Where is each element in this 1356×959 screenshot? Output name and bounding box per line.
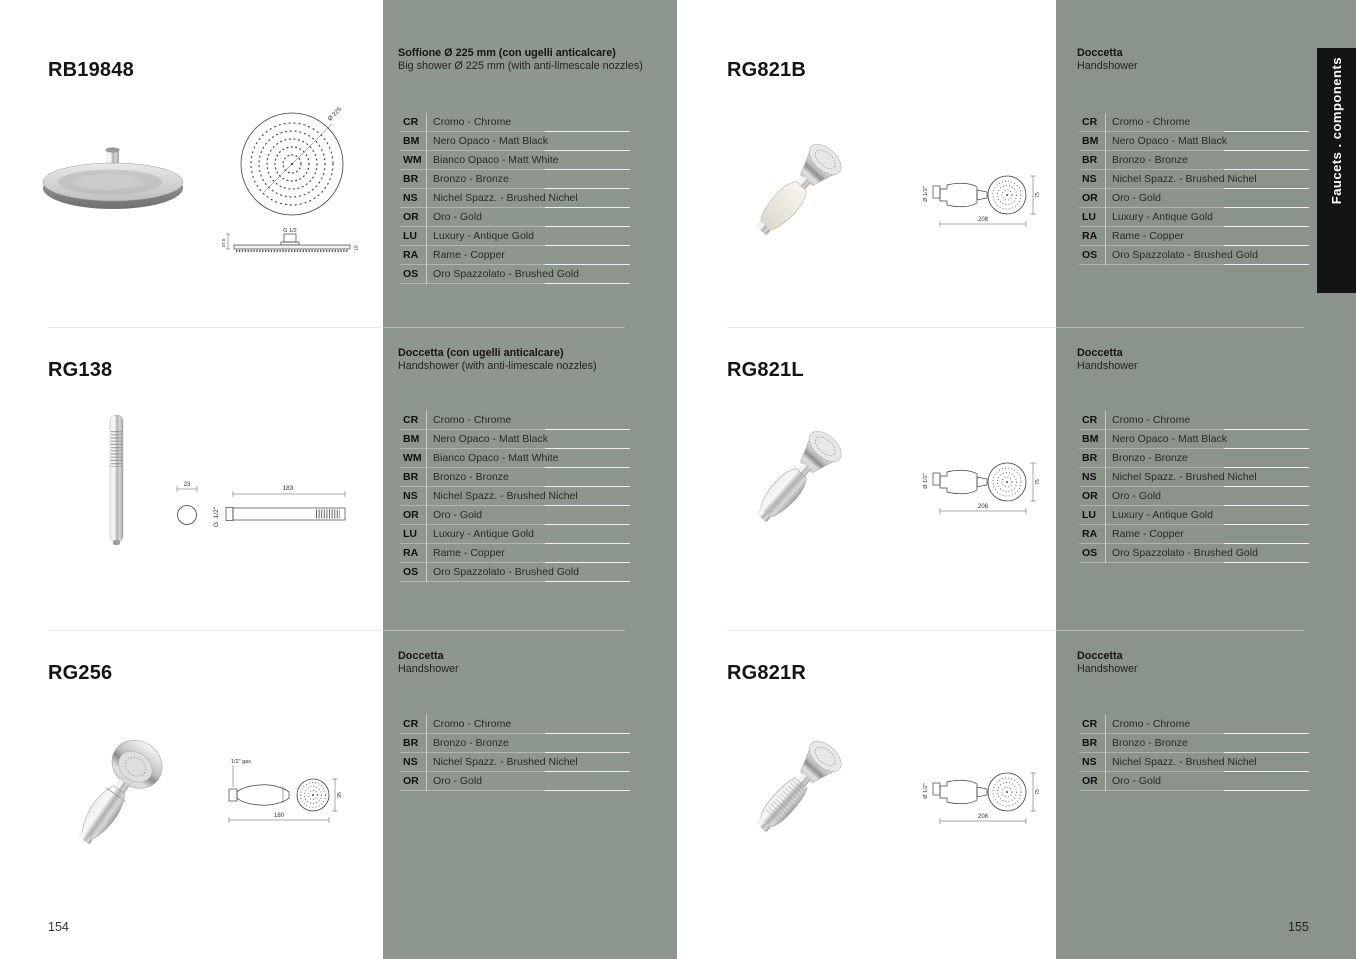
page-number-right: 155 xyxy=(1288,920,1309,934)
product-section-rb19848 xyxy=(0,0,677,327)
finish-row xyxy=(1079,151,1309,170)
finish-row xyxy=(400,227,630,246)
finish-label: Bronzo - Bronze xyxy=(1112,452,1188,464)
finish-row xyxy=(400,151,630,170)
finish-row xyxy=(400,544,630,563)
finish-row xyxy=(400,563,630,582)
finish-row xyxy=(400,208,630,227)
finish-row xyxy=(1079,772,1309,791)
finish-label: Bianco Opaco - Matt White xyxy=(433,154,559,166)
finish-label: Cromo - Chrome xyxy=(1112,414,1191,426)
finish-label: Nero Opaco - Matt Black xyxy=(1112,135,1227,147)
finish-label: Cromo - Chrome xyxy=(433,414,512,426)
finish-label: Oro - Gold xyxy=(1112,192,1162,204)
description-italian: Doccetta xyxy=(1077,47,1123,59)
finish-code: OR xyxy=(403,775,419,787)
description-english: Handshower xyxy=(1077,60,1138,72)
product-photo-rg256 xyxy=(52,728,182,863)
finish-label: Nichel Spazz. - Brushed Nichel xyxy=(433,192,578,204)
product-section-rg138 xyxy=(0,327,677,630)
svg-text:Ø 1/2": Ø 1/2" xyxy=(923,473,929,489)
finish-code: OS xyxy=(1082,249,1098,261)
product-section-rg821b xyxy=(679,0,1356,327)
finish-code: CR xyxy=(403,414,419,426)
finish-label: Rame - Copper xyxy=(1112,528,1184,540)
finish-row xyxy=(1079,208,1309,227)
finish-row xyxy=(400,170,630,189)
page-number-left: 154 xyxy=(48,920,69,934)
finish-row xyxy=(1079,170,1309,189)
svg-text:10: 10 xyxy=(354,245,359,251)
technical-drawing-rg821b xyxy=(919,148,1054,241)
finish-label: Bronzo - Bronze xyxy=(433,173,509,185)
svg-text:Ø 225: Ø 225 xyxy=(327,106,343,123)
finish-code: LU xyxy=(403,528,417,540)
finish-code: BM xyxy=(403,135,420,147)
svg-text:208: 208 xyxy=(977,217,989,223)
finish-label: Cromo - Chrome xyxy=(1112,718,1191,730)
technical-drawing-rg138 xyxy=(168,477,368,552)
finish-label: Bronzo - Bronze xyxy=(1112,737,1188,749)
description-english: Big shower Ø 225 mm (with anti-limescale nozzles) xyxy=(398,60,643,72)
finish-table xyxy=(400,715,630,791)
finish-code: BM xyxy=(403,433,420,445)
finish-label: Oro - Gold xyxy=(433,211,483,223)
technical-drawing-rg256 xyxy=(223,748,368,833)
finish-code: LU xyxy=(1082,509,1096,521)
finish-label: Rame - Copper xyxy=(433,249,505,261)
product-description xyxy=(398,650,648,676)
finish-code: RA xyxy=(403,547,419,559)
finish-code: WM xyxy=(403,452,422,464)
finish-code: RA xyxy=(403,249,419,261)
finish-label: Oro - Gold xyxy=(1112,490,1162,502)
description-italian: Doccetta (con ugelli anticalcare) xyxy=(398,347,564,359)
finish-label: Luxury - Antique Gold xyxy=(1112,509,1213,521)
finish-code: BR xyxy=(403,737,419,749)
finish-label: Oro Spazzolato - Brushed Gold xyxy=(433,268,579,280)
product-code: RB19848 xyxy=(48,58,134,81)
svg-text:1/2" gas: 1/2" gas xyxy=(231,759,251,765)
description-italian: Soffione Ø 225 mm (con ugelli anticalcare) xyxy=(398,47,616,59)
finish-label: Oro - Gold xyxy=(433,775,483,787)
finish-label: Rame - Copper xyxy=(433,547,505,559)
finish-label: Bianco Opaco - Matt White xyxy=(433,452,559,464)
svg-text:183: 183 xyxy=(282,485,294,492)
finish-row xyxy=(1079,449,1309,468)
finish-code: NS xyxy=(1082,756,1097,768)
finish-row xyxy=(400,189,630,208)
finish-label: Oro - Gold xyxy=(433,509,483,521)
finish-row xyxy=(400,525,630,544)
product-description xyxy=(398,347,648,373)
finish-row xyxy=(1079,525,1309,544)
product-code: RG138 xyxy=(48,358,113,381)
finish-row xyxy=(400,734,630,753)
finish-label: Cromo - Chrome xyxy=(1112,116,1191,128)
finish-label: Bronzo - Bronze xyxy=(1112,154,1188,166)
product-section-rg256 xyxy=(0,630,677,959)
svg-text:23: 23 xyxy=(183,482,191,488)
description-english: Handshower xyxy=(398,663,459,675)
product-description xyxy=(1077,650,1327,676)
finish-code: BR xyxy=(1082,154,1098,166)
svg-text:95: 95 xyxy=(337,792,343,798)
description-italian: Doccetta xyxy=(1077,650,1123,662)
finish-code: OR xyxy=(1082,192,1098,204)
product-description xyxy=(1077,47,1327,73)
product-code: RG256 xyxy=(48,661,113,684)
product-description xyxy=(398,47,648,73)
product-section-rg821r xyxy=(679,630,1356,959)
finish-code: NS xyxy=(1082,173,1097,185)
finish-row xyxy=(1079,246,1309,265)
technical-drawing-rb19848 xyxy=(220,102,372,265)
finish-code: LU xyxy=(403,230,417,242)
finish-row xyxy=(400,772,630,791)
svg-text:75: 75 xyxy=(1035,192,1041,198)
finish-code: BM xyxy=(1082,135,1099,147)
finish-label: Nero Opaco - Matt Black xyxy=(1112,433,1227,445)
finish-label: Nichel Spazz. - Brushed Nichel xyxy=(433,490,578,502)
finish-label: Rame - Copper xyxy=(1112,230,1184,242)
svg-text:75: 75 xyxy=(1035,479,1041,485)
finish-label: Bronzo - Bronze xyxy=(433,471,509,483)
svg-text:208: 208 xyxy=(977,814,989,820)
finish-label: Oro Spazzolato - Brushed Gold xyxy=(433,566,579,578)
finish-row xyxy=(400,468,630,487)
finish-row xyxy=(1079,113,1309,132)
product-photo-rg821r xyxy=(735,725,855,850)
finish-label: Nichel Spazz. - Brushed Nichel xyxy=(433,756,578,768)
svg-text:47.5: 47.5 xyxy=(221,238,226,248)
finish-row xyxy=(1079,506,1309,525)
finish-table xyxy=(400,411,630,582)
finish-label: Nichel Spazz. - Brushed Nichel xyxy=(1112,756,1257,768)
finish-row xyxy=(400,113,630,132)
finish-code: BM xyxy=(1082,433,1099,445)
finish-label: Nichel Spazz. - Brushed Nichel xyxy=(1112,173,1257,185)
finish-code: OS xyxy=(403,268,419,280)
product-code: RG821L xyxy=(727,358,804,381)
finish-code: OR xyxy=(1082,490,1098,502)
finish-label: Oro - Gold xyxy=(1112,775,1162,787)
finish-label: Nero Opaco - Matt Black xyxy=(433,433,548,445)
finish-row xyxy=(1079,411,1309,430)
finish-label: Luxury - Antique Gold xyxy=(1112,211,1213,223)
finish-label: Oro Spazzolato - Brushed Gold xyxy=(1112,249,1258,261)
finish-label: Luxury - Antique Gold xyxy=(433,528,534,540)
finish-label: Nero Opaco - Matt Black xyxy=(433,135,548,147)
finish-row xyxy=(400,487,630,506)
finish-table xyxy=(400,113,630,284)
finish-label: Oro Spazzolato - Brushed Gold xyxy=(1112,547,1258,559)
product-photo-rg138 xyxy=(102,413,132,553)
svg-text:208: 208 xyxy=(977,504,989,510)
svg-text:180: 180 xyxy=(273,813,285,819)
finish-row xyxy=(1079,468,1309,487)
finish-code: OS xyxy=(1082,547,1098,559)
finish-code: OR xyxy=(403,211,419,223)
finish-row xyxy=(1079,544,1309,563)
finish-code: OR xyxy=(1082,775,1098,787)
finish-row xyxy=(1079,227,1309,246)
finish-row xyxy=(1079,430,1309,449)
svg-text:Ø 1/2": Ø 1/2" xyxy=(923,783,929,799)
finish-row xyxy=(400,715,630,734)
description-english: Handshower xyxy=(1077,360,1138,372)
finish-code: NS xyxy=(1082,471,1097,483)
finish-row xyxy=(400,246,630,265)
svg-text:Ø 1/2": Ø 1/2" xyxy=(923,186,929,202)
finish-code: OR xyxy=(403,509,419,521)
finish-table xyxy=(1079,411,1309,563)
product-code: RG821R xyxy=(727,661,807,684)
finish-code: CR xyxy=(403,718,419,730)
finish-table xyxy=(1079,715,1309,791)
finish-code: CR xyxy=(1082,718,1098,730)
finish-row xyxy=(400,506,630,525)
finish-code: BR xyxy=(403,471,419,483)
finish-code: LU xyxy=(1082,211,1096,223)
technical-drawing-rg821r xyxy=(919,745,1054,838)
finish-label: Bronzo - Bronze xyxy=(433,737,509,749)
svg-text:G 1/2: G 1/2 xyxy=(283,228,297,234)
finish-row xyxy=(400,430,630,449)
finish-code: CR xyxy=(1082,116,1098,128)
product-code: RG821B xyxy=(727,58,807,81)
finish-row xyxy=(400,449,630,468)
finish-code: BR xyxy=(1082,737,1098,749)
finish-row xyxy=(400,132,630,151)
finish-code: RA xyxy=(1082,528,1098,540)
product-section-rg821l xyxy=(679,327,1356,630)
description-english: Handshower (with anti-limescale nozzles) xyxy=(398,360,597,372)
finish-label: Nichel Spazz. - Brushed Nichel xyxy=(1112,471,1257,483)
finish-code: CR xyxy=(403,116,419,128)
finish-row xyxy=(1079,734,1309,753)
product-photo-rg821b xyxy=(735,128,855,253)
section-tab-label: Faucets . components xyxy=(1329,57,1344,205)
finish-label: Cromo - Chrome xyxy=(433,116,512,128)
product-photo-rb19848 xyxy=(38,136,193,226)
finish-label: Cromo - Chrome xyxy=(433,718,512,730)
finish-code: NS xyxy=(403,490,418,502)
finish-row xyxy=(400,753,630,772)
finish-row xyxy=(1079,487,1309,506)
finish-label: Luxury - Antique Gold xyxy=(433,230,534,242)
description-english: Handshower xyxy=(1077,663,1138,675)
finish-code: BR xyxy=(403,173,419,185)
section-tab[interactable] xyxy=(1317,48,1356,293)
finish-code: BR xyxy=(1082,452,1098,464)
description-italian: Doccetta xyxy=(398,650,444,662)
finish-row xyxy=(1079,753,1309,772)
finish-code: WM xyxy=(403,154,422,166)
description-italian: Doccetta xyxy=(1077,347,1123,359)
finish-row xyxy=(1079,132,1309,151)
finish-code: CR xyxy=(1082,414,1098,426)
finish-code: NS xyxy=(403,192,418,204)
technical-drawing-rg821l xyxy=(919,435,1054,528)
finish-code: NS xyxy=(403,756,418,768)
finish-row xyxy=(1079,715,1309,734)
finish-table xyxy=(1079,113,1309,265)
product-description xyxy=(1077,347,1327,373)
finish-row xyxy=(400,411,630,430)
product-photo-rg821l xyxy=(735,415,855,540)
svg-text:75: 75 xyxy=(1035,789,1041,795)
finish-row xyxy=(1079,189,1309,208)
finish-code: RA xyxy=(1082,230,1098,242)
svg-text:G. 1/2": G. 1/2" xyxy=(213,506,220,528)
finish-row xyxy=(400,265,630,284)
finish-code: OS xyxy=(403,566,419,578)
